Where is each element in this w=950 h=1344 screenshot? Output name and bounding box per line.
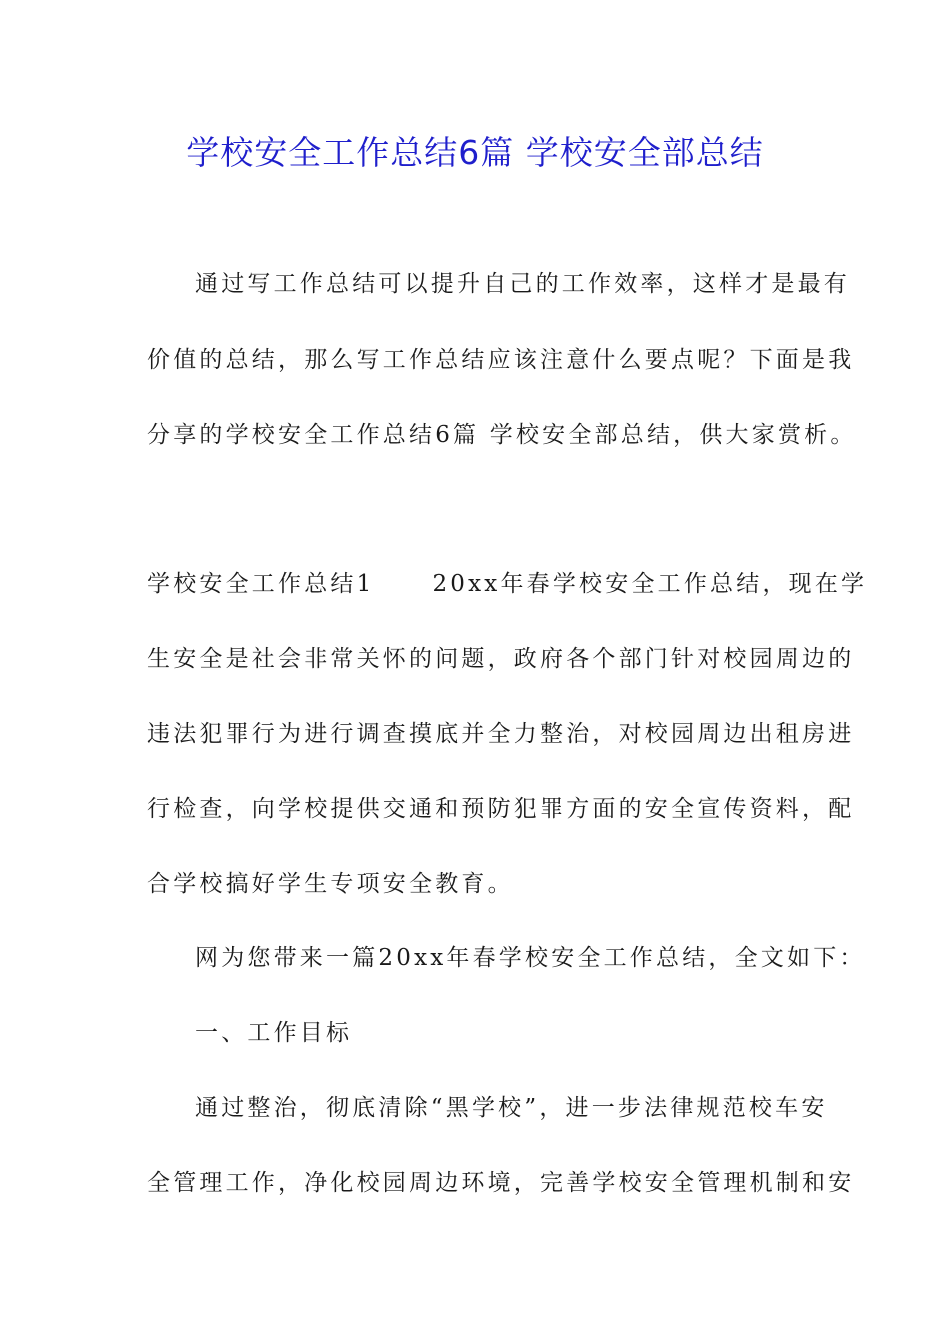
intro-line-1: 通过写工作总结可以提升自己的工作效率，这样才是最有 <box>195 271 850 297</box>
section-1-line-4: 行检查，向学校提供交通和预防犯罪方面的安全宣传资料，配 <box>147 796 855 822</box>
section-1-line-2: 生安全是社会非常关怀的问题，政府各个部门针对校园周边的 <box>147 646 855 672</box>
section-1-paragraph-3-line-1: 通过整治，彻底清除“黑学校”，进一步法律规范校车安 <box>195 1095 828 1121</box>
section-1-paragraph-3-line-2: 全管理工作，净化校园周边环境，完善学校安全管理机制和安 <box>147 1170 855 1196</box>
intro-line-3: 分享的学校安全工作总结6篇 学校安全部总结，供大家赏析。 <box>147 422 857 448</box>
section-1-line-3: 违法犯罪行为进行调查摸底并全力整治，对校园周边出租房进 <box>147 721 855 747</box>
section-1-first-line-text: 20xx年春学校安全工作总结，现在学 <box>432 571 868 597</box>
section-1-subheading: 一、工作目标 <box>195 1020 353 1046</box>
intro-line-2: 价值的总结，那么写工作总结应该注意什么要点呢？下面是我 <box>147 347 855 373</box>
section-1-heading: 学校安全工作总结1 <box>147 571 375 597</box>
section-1-first-line <box>147 566 868 602</box>
section-1-line-5: 合学校搞好学生专项安全教育。 <box>147 871 514 897</box>
document-title: 学校安全工作总结6篇 学校安全部总结 <box>186 133 764 172</box>
section-1-paragraph-2: 网为您带来一篇20xx年春学校安全工作总结，全文如下： <box>195 945 866 971</box>
